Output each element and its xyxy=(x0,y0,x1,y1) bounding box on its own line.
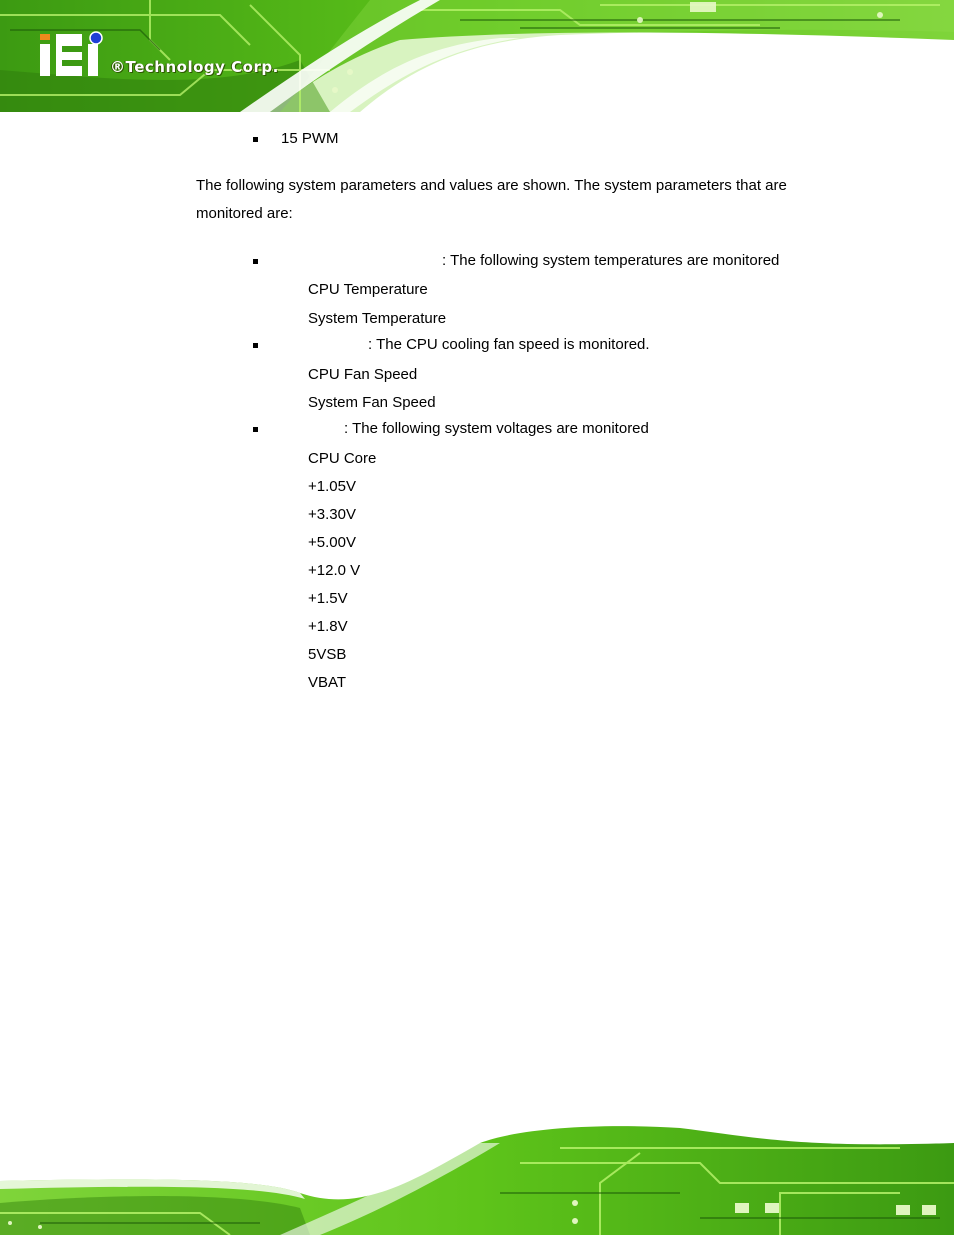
fan-description: : The CPU cooling fan speed is monitored. xyxy=(368,336,650,353)
company-name: ®Technology Corp. xyxy=(110,58,279,76)
voltage-description: : The following system voltages are monitored xyxy=(344,420,649,437)
iei-logo-mark xyxy=(38,28,118,88)
bullet-marker xyxy=(253,427,258,432)
bullet-marker xyxy=(253,137,258,142)
temperature-item: CPU Temperature xyxy=(308,281,428,298)
voltage-item: +1.05V xyxy=(308,478,356,495)
voltage-item: +5.00V xyxy=(308,534,356,551)
voltage-item: +1.5V xyxy=(308,590,348,607)
temperature-description: : The following system temperatures are monitored xyxy=(442,252,780,269)
fan-item: System Fan Speed xyxy=(308,394,436,411)
page-footer-banner xyxy=(0,1123,954,1235)
fan-item: CPU Fan Speed xyxy=(308,366,418,383)
temperature-item: System Temperature xyxy=(308,310,447,327)
voltage-item: VBAT xyxy=(308,674,347,691)
voltage-item: +1.8V xyxy=(308,618,348,635)
voltage-item: +12.0 V xyxy=(308,562,361,579)
pcb-footer-graphic xyxy=(0,1123,954,1235)
intro-paragraph-line-1: The following system parameters and values are shown. The system parameters that are xyxy=(196,177,787,194)
voltage-item: 5VSB xyxy=(308,646,347,663)
intro-paragraph-line-2: monitored are: xyxy=(196,205,293,222)
page-header-banner xyxy=(0,0,954,112)
bullet-marker xyxy=(253,343,258,348)
bullet-marker xyxy=(253,259,258,264)
pwm-list-item: 15 PWM xyxy=(281,130,339,147)
voltage-item: +3.30V xyxy=(308,506,356,523)
voltage-item: CPU Core xyxy=(308,450,377,467)
